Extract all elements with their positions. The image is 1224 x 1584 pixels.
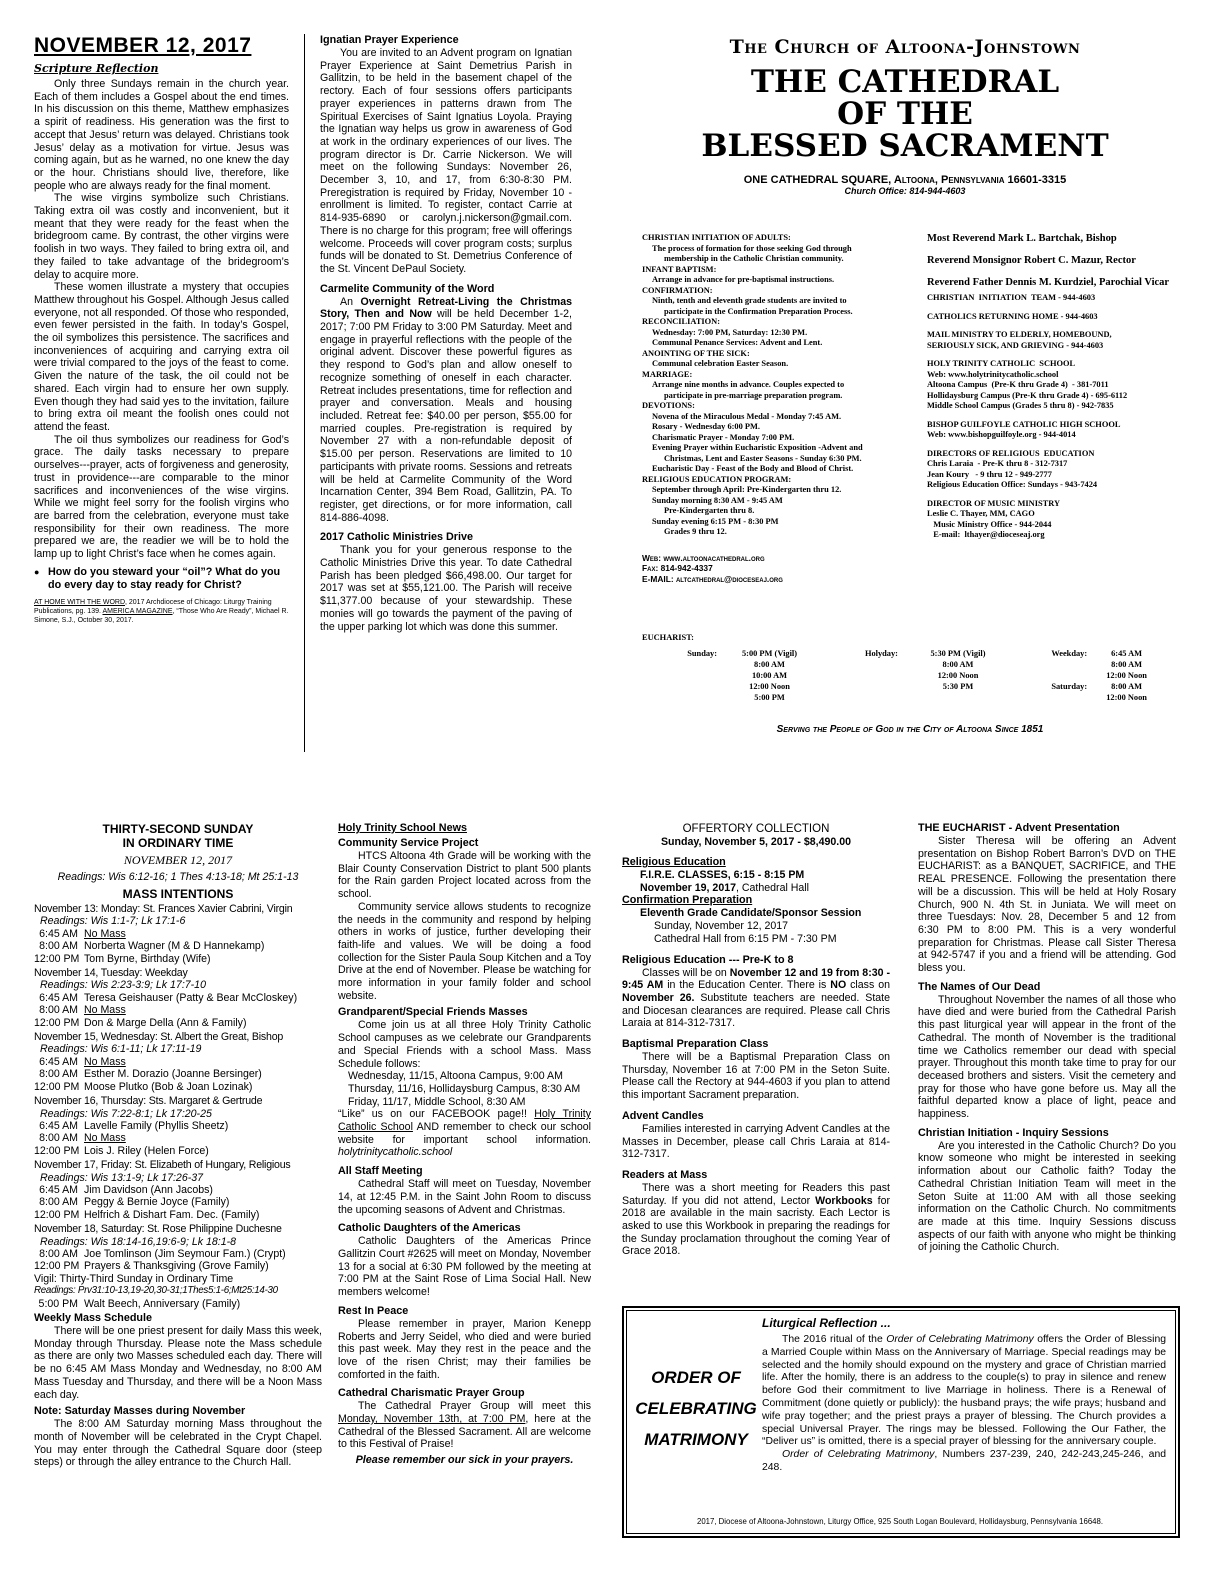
mass-day-readings: Readings: Wis 13:1-9; Lk 17:26-37 [40,1171,204,1184]
announcements-column-top [320,34,572,754]
offertory-column [622,822,890,1302]
ministries-drive-text: Thank you for your generous response to the Catholic Ministries Drive this year. To date Cathedral Parish has been pledged $66,498.00. Our target for 2017 was set at $55,121.00. The Parish will receive $11,377.00 because of your stewardship. These monies will go towards the payment of the paving of the upper parking lot which was done this summer. [320,544,572,633]
fire-classes: F.I.R.E. CLASSES, 6:15 - 8:15 PM November 19, 2017, Cathedral Hall [640,869,810,894]
eucharist-presentation-heading: THE EUCHARIST - Advent Presentation [918,822,1120,834]
liturgical-copyright: 2017, Diocese of Altoona-Johnstown, Liturgy Office, 925 South Logan Boulevard, Hollidaysburg, Pennsylvania 16648. [697,1517,1103,1526]
directory-entry: CATHOLICS RETURNING HOME - 944-4603 [927,311,1098,321]
sacrament-line: September through April: Pre-Kindergarten thru 12. [652,485,842,494]
mass-day: November 15, Wednesday: St. Albert the Great, Bishop [34,1031,284,1044]
catholic-daughters-text: Catholic Daughters of the Americas Prince Gallitzin Court #2625 will meet on Monday, November 13 for a social at 6:30 PM followed by the meeting at 7:00 PM at the Saint Rose of Lima Social Hall. New members welcome! [338,1235,591,1299]
reflection-citation [34,598,289,625]
mass-intentions-list [34,903,322,1273]
sacrament-line: RECONCILIATION: [642,317,721,326]
sick-prayer-line: Please remember our sick in your prayers. [355,1454,574,1467]
confirmation-heading: Confirmation Preparation [622,894,753,907]
eucharist-presentation-text: Sister Theresa will be offering an Advent presentation on Bishop Robert Barron’s DVD on THE EUCHARIST: as a BANQUET, SACRIFICE, and THE REAL PRESENCE. Following the presentation there will be a discussion. This will be held at Holy Rosary Church, 900 N. 4th St. in Juniata. We will meet on three Tuesdays: Nov. 28, December 5 and 12 from 6:30 PM to 8:00 PM. This is a very wonderful preparation for Christmas. Please call Sister Theresa at 942-5747 if you and a friend will be attending. God bless you. [918,835,1176,975]
mass-entry: 12:00 PM Tom Byrne, Birthday (Wife) [34,952,211,965]
clergy-rector: Reverend Monsignor Robert C. Mazur, Rector [927,255,1136,266]
advent-candles-text: Families interested in carrying Advent Candles at the Masses in December, please call Chris Laraia at 814-312-7317. [622,1122,890,1161]
weekly-schedule-heading: Weekly Mass Schedule [34,1312,153,1324]
offertory-heading: OFFERTORY COLLECTION [682,823,830,835]
prek-heading: Religious Education --- Pre-K to 8 [622,953,794,966]
bulletin-date-heading: NOVEMBER 12, 2017 [34,34,252,57]
sacrament-line: CHRISTIAN INITIATION OF ADULTS: [642,233,791,242]
saturday-note-text: The 8:00 AM Saturday morning Mass throughout the month of November will be celebrated in the Crypt Chapel. You may enter through the Cathedral Square door (steep steps) or through the alley entrance to the Church Hall. [34,1418,322,1469]
offertory-amount: Sunday, November 5, 2017 - $8,490.00 [660,836,851,848]
inquiry-text: Are you interested in the Catholic Church? Do you know someone who might be interested in seeking information about our Catholic faith? Today the Cathedral Christian Initiation Team will meet in the Seton Suite at 11:00 AM with all those seeking information on the Catholic Church. No commitments are made at this time. Inquiry Sessions discuss aspects of our faith with anyone who might be thinking of joining the Catholic Church. [918,1139,1176,1254]
readers-text: There was a short meeting for Readers this past Saturday. If you did not attend, Lector Workbooks for 2018 are available in the main sacristy. Each Lector is asked to use this Workbook in preparing the readings for the Sunday proclamation throughout the coming Year of Grace 2018. [622,1181,890,1258]
sacraments-list [642,233,927,538]
sacrament-line: participate in the Confirmation Preparation Process. [664,306,853,316]
retreat-title: Overnight Retreat-Living the Christmas Story, Then and Now [320,295,572,321]
grandparent-schedule: Wednesday, 11/15, Altoona Campus, 9:00 AM Thursday, 11/16, Hollidaysburg Campus, 8:30 AM Friday, 11/17, Middle School, 8:30 AM [348,1070,581,1108]
masthead [620,36,1190,216]
citation-text-1: , 2017 Archdiocese of Chicago: Liturgy Training Publications, pg. 139. [34,598,272,615]
school-website[interactable]: holytrinitycatholic.school [338,1146,453,1159]
reflection-paragraph: These women illustrate a mystery that occupies Matthew throughout his Gospel. Although Jesus called everyone, not all responded. Of those who responded, even fewer persisted in the faith. In today’s Gospel, the oil symbolizes this persistence. The sacrifices and inconveniences of acquiring and carrying extra oil were trivial compared to the joys of the feast to come. Given the nature of the task, the oil could not be shared. Each virgin had to ensure her own supply. Even though they had said yes to the invitation, failure to bring extra oil meant the foolish ones could not attend the feast. [34,281,289,433]
vigil-readings: Readings: Prv31:10-13,19-20,30-31;1Thes5:1-6;Mt25:14-30 [34,1285,278,1297]
liturgical-reflection-left: ORDER OF CELEBRATING MATRIMONY [635,1368,757,1449]
mass-day: November 18, Saturday: St. Rose Philippine Duchesne [34,1223,282,1236]
scripture-reflection-heading: Scripture Reflection [34,62,159,75]
mass-day-readings: Readings: Wis 2:23-3:9; Lk 17:7-10 [40,979,206,992]
directory-list [927,293,1195,541]
eucharist-label: EUCHARIST: [642,633,694,642]
sacrament-line: Communal celebration Easter Season. [652,359,789,368]
baptism-prep-heading: Baptismal Preparation Class [622,1038,769,1051]
scripture-reflection-column [34,34,289,754]
mass-day: November 16, Thursday: Sts. Margaret & Gertrude [34,1095,263,1108]
staff-meeting-text: Cathedral Staff will meet on Tuesday, November 14, at 12:45 P.M. in the Saint John Room to discuss the upcoming seasons of Advent and Christmas. [338,1178,591,1216]
mass-entry: 6:45 AM Lavelle Family (Phyllis Sheetz) [39,1119,229,1132]
eucharist-row: 10:00 AM 12:00 Noon 12:00 Noon [751,671,1147,680]
eucharist-schedule [642,632,1162,710]
mass-entry: 8:00 AM No Mass [39,1132,126,1145]
saturday-note-heading: Note: Saturday Masses during November [34,1405,246,1418]
mass-day: November 17, Friday: St. Elizabeth of Hungary, Religious [34,1159,291,1172]
sunday-title: THIRTY-SECOND SUNDAY IN ORDINARY TIME [102,822,254,850]
carmelite-heading: Carmelite Community of the Word [320,282,495,295]
eucharist-row: 12:00 Noon 5:30 PM Saturday: 8:00 AM [749,682,1143,691]
mass-entry: 6:45 AM Jim Davidson (Ann Jacobs) [39,1183,213,1196]
sunday-date: NOVEMBER 12, 2017 [123,853,233,867]
community-service-text: HTCS Altoona 4th Grade will be working with the Blair County Conservation District to plant 500 plants for the Rain garden Project located across from the school. [338,850,591,901]
directory-entry: DIRECTORS OF RELIGIOUS EDUCATION Chris Laraia - Pre-K thru 8 - 312-7317 Jean Koury - 9 thru 12 - 949-2777 Religious Education Office: Sundays - 943-7424 [927,448,1098,489]
facebook-link[interactable]: Holy Trinity Catholic School [338,1108,591,1134]
mass-entry: 12:00 PM Helfrich & Dishart Fam. Dec. (Family) [34,1208,260,1221]
readers-heading: Readers at Mass [622,1168,708,1181]
mass-entry: 12:00 PM Don & Marge Della (Ann & Family) [34,1016,247,1029]
citation-source-1: AT HOME WITH THE WORD [34,598,125,606]
eucharist-presentation-column [918,822,1176,1302]
carmelite-text: An Overnight Retreat-Living the Christmas Story, Then and Now will be held December 1-2, 2017; 7:00 PM Friday to 3:00 PM Saturday. Meet and engage in prayerful reflections with the people of the original advent. Discover these powerful figures as they respond to God’s plan and allow oneself to recognize something of oneself in each character. Retreat includes presentations, time for reflection and prayer and conversation. Meals and housing included. Retreat fee: $40.00 per person, $55.00 for married couples. Pre-registration is required by November 27 with a non-refundable deposit of $15.00 per person. Reservations are limited to 10 participants with private rooms. Sessions and retreats will be held at Carmelite Community of the Word Incarnation Center, 394 Bem Road, Gallitzin, PA. To register, get directions, or for more information, call 814-886-4098. [320,295,572,524]
eucharist-row: 5:00 PM 12:00 Noon [754,693,1147,702]
ministries-drive-heading: 2017 Catholic Ministries Drive [320,531,474,544]
liturgical-reflection-text: The 2016 ritual of the Order of Celebrating Matrimony offers the Order of Blessing a Married Couple within Mass on the Anniversary of Marriage. Special readings may be selected and the homily should expound on the mystery and grace of Christian married life. After the homily, there is an address to the couple(s) to pray in silence and renew before God their commitment to live Marriage in holiness. There is a Renewal of Commitment (done quietly or publicly): the husband prays; the wife prays; husband and wife pray together; and the priest prays a prayer of blessing. The Church provides a special Universal Prayer. The rings may be blessed. Following the Our Father, the “Deliver us” is omitted, there is a special prayer of blessing for the anniversary couple. [762,1334,1166,1448]
vigil-title: Vigil: Thirty-Third Sunday in Ordinary Time [34,1272,234,1285]
clergy-vicar: Reverend Father Dennis M. Kurdziel, Parochial Vicar [927,277,1170,288]
mass-intentions-column [34,822,322,1552]
website-line[interactable]: Web: www.altoonacathedral.org [642,552,765,563]
church-name: The Church of Altoona-Johnstown [729,36,1081,58]
sacrament-line: Christmas, Lent and Easter Seasons - Sunday 6:30 PM. [664,453,862,463]
mass-day-readings: Readings: Wis 6:1-11; Lk 17:11-19 [40,1043,202,1056]
cathedral-name: THE CATHEDRAL OF THE BLESSED SACRAMENT [701,64,1109,164]
church-address: ONE CATHEDRAL SQUARE, Altoona, Pennsylvania 16601-3315 [743,174,1067,186]
catholic-daughters-heading: Catholic Daughters of the Americas [338,1222,521,1235]
mass-entry: 6:45 AM No Mass [39,927,126,940]
sacrament-line: participate in pre-marriage preparation program. [664,390,843,400]
mass-entry: 6:45 AM No Mass [39,1055,126,1068]
reflection-paragraph: Only three Sundays remain in the church year. Each of them includes a Gospel about the end times. In his discussion on this theme, Matthew emphasizes a spirit of readiness. His generation was the first to accept that Jesus’ return was delayed. Christians took Jesus’ delay as a motivation for virtue. Jesus was coming again, but as he warned, no one knew the day or the hour. Christians should live, therefore, like people who are always ready for the final moment. [34,78,289,192]
sacrament-line: Rosary - Wednesday 6:00 PM. [652,422,761,431]
sacrament-line: Sunday morning 8:30 AM - 9:45 AM [652,495,783,505]
sacrament-line: RELIGIOUS EDUCATION PROGRAM: [642,474,792,484]
mass-day-readings: Readings: Wis 7:22-8:1; Lk 17:20-25 [40,1107,212,1120]
liturgical-reflection-citation: Order of Celebrating Matrimony, Numbers 237-239, 240, 242-243,245-246, and 248. [762,1449,1166,1473]
fax-line: Fax: 814-942-4337 [642,563,713,573]
email-line[interactable]: E-MAIL: altcathedral@dioceseaj.org [642,573,783,584]
eucharist-table [668,648,1162,703]
staff-meeting-heading: All Staff Meeting [338,1165,423,1178]
sacrament-line: Arrange in advance for pre-baptismal instructions. [652,275,835,284]
mass-day-readings: Readings: Wis 1:1-7; Lk 17:1-6 [40,915,186,928]
column-divider [304,34,305,752]
mass-entry: 6:45 AM Teresa Geishauser (Patty & Bear McCloskey) [39,991,298,1004]
sacrament-line: Arrange nine months in advance. Couples expected to [652,380,845,389]
mass-entry: 8:00 AM Peggy & Bernie Joyce (Family) [39,1196,230,1209]
sacrament-line: DEVOTIONS: [642,401,695,410]
mass-entry: 8:00 AM No Mass [39,1004,126,1017]
sacrament-line: Communal Penance Services: Advent and Lent. [652,338,823,347]
grandparent-heading: Grandparent/Special Friends Masses [338,1006,528,1019]
prayer-group-text: The Cathedral Prayer Group will meet this Monday, November 13th, at 7:00 PM, here at the Cathedral of the Blessed Sacrament. All are welcome to this Festival of Praise! [338,1400,591,1451]
school-news-column [338,822,591,1552]
advent-candles-heading: Advent Candles [622,1109,704,1122]
sacrament-line: ANOINTING OF THE SICK: [642,348,750,358]
directory-entry: BISHOP GUILFOYLE CATHOLIC HIGH SCHOOL Web: www.bishopguilfoyle.org - 944-4014 [927,419,1121,439]
clergy-bishop: Most Reverend Mark L. Bartchak, Bishop [927,233,1117,244]
sacrament-line: Sunday evening 6:15 PM - 8:30 PM [652,516,779,526]
liturgical-reflection-title: Liturgical Reflection ... [762,1316,891,1330]
sacrament-line: membership in the Catholic Christian community. [664,254,844,263]
church-office-phone: Church Office: 814-944-4603 [844,186,966,196]
sacrament-line: Charismatic Prayer - Monday 7:00 PM. [652,432,795,442]
sacrament-line: Eucharistic Day - Feast of the Body and Blood of Christ. [652,464,854,473]
directory-entry: CHRISTIAN INITIATION TEAM - 944-4603 [927,293,1096,302]
religious-ed-heading: Religious Education [622,856,726,868]
mass-entry: 12:00 PM Moose Plutko (Bob & Joan Lozinak) [34,1080,253,1093]
parish-directory [927,232,1195,632]
baptism-prep-text: There will be a Baptismal Preparation Class on Thursday, November 16 at 7:00 PM in the Seton Suite. Please call the Rectory at 944-4603 if you plan to attend this important Sacrament preparation. [622,1051,890,1102]
directory-entry: MAIL MINISTRY TO ELDERLY, HOMEBOUND, SERIOUSLY SICK, AND GRIEVING - 944-4603 [927,330,1112,350]
names-of-dead-text: Throughout November the names of all those who have died and were buried from the Cathedral Parish this past liturgical year will appear in the front of the Cathedral. The month of November is the traditional time we Catholics remember our dead with special prayer. Throughout this month take time to pray for our deceased brothers and sisters. Visit the cemetery and pray for those who have gone before us. May all the faithful departed know a place of light, peace and happiness. [918,993,1176,1121]
rest-in-peace-heading: Rest In Peace [338,1304,409,1317]
sunday-readings: Readings: Wis 6:12-16; 1 Thes 4:13-18; Mt 25:1-13 [57,871,299,883]
sacraments-info [642,233,927,593]
mass-entry: 8:00 AM Esther M. Dorazio (Joanne Bersinger) [39,1068,262,1081]
ignatian-text: You are invited to an Advent program on Ignatian Prayer Experience at Saint Demetrius Parish in Gallitzin, to be held in the basement chapel of the rectory. Each of four sessions offers participants prayer experiences in patterns drawn from The Spiritual Exercises of Saint Ignatius Loyola. Praying the Ignatian way helps us grow in awareness of God at work in the ordinary experiences of our lives. The program director is Dr. Carrie Nickerson. We will meet on the following Sundays: November 26, December 3, 10, and 17, from 6:30-8:30 PM. Preregistration is required by Friday, November 10 - enrollment is limited. To register, contact Carrie at 814-935-6890 or carolyn.j.nickerson@gmail.com. There is no charge for this program; free will offerings welcome. Proceeds will cover program costs; surplus funds will be donated to St. Demetrius Conference of the St. Vincent DePaul Society. [320,47,572,275]
names-of-dead-heading: The Names of Our Dead [918,980,1041,993]
school-news-heading: Holy Trinity School News [338,822,467,834]
directory-entry: DIRECTOR OF MUSIC MINISTRY Leslie C. Thayer, MM, CAGO Music Ministry Office - 944-2044 E-mail: lthayer@dioceseaj.org [927,498,1061,539]
citation-source-2: AMERICA MAGAZINE [102,607,173,615]
sacrament-line: Grades 9 thru 12. [664,527,727,536]
sacrament-line: INFANT BAPTISM: [642,264,717,274]
sacrament-line: Wednesday: 7:00 PM, Saturday: 12:30 PM. [652,327,808,337]
prayer-group-heading: Cathedral Charismatic Prayer Group [338,1387,525,1400]
mass-entry: 5:00 PM Walt Beech, Anniversary (Family) [38,1297,241,1310]
liturgical-reflection-content [762,1316,1166,1530]
serving-tagline: Serving the People of God in the City of Altoona Since 1851 [776,724,1044,735]
sacrament-line: The process of formation for those seeking God through [652,243,852,253]
sacrament-line: Ninth, tenth and eleventh grade students are invited to [652,296,847,305]
prek-text: Classes will be on November 12 and 19 from 8:30 - 9:45 AM in the Education Center. There is NO class on November 26. Substitute teachers are needed. State and Diocesan clearances are required. Please call Chris Laraia at 814-312-7317. [622,966,890,1030]
mass-entry: 12:00 PM Lois J. Riley (Helen Force) [34,1144,209,1157]
mass-intentions-heading: MASS INTENTIONS [122,887,234,901]
mass-day: November 13: Monday: St. Frances Xavier Cabrini, Virgin [34,903,293,915]
mass-entry: 12:00 PM Prayers & Thanksgiving (Grove Family) [34,1260,269,1273]
inquiry-heading: Christian Initiation - Inquiry Sessions [918,1126,1109,1139]
grandparent-text: Come join us at all three Holy Trinity Catholic School campuses as we celebrate our Grandparents and Special Friends with a school Mass. Mass Schedule follows: [338,1019,591,1070]
weekly-schedule-text: There will be one priest present for daily Mass this week, Monday through Thursday. Please note the Mass schedule as there are only two Masses scheduled each day. There will be no 6:45 AM Mass Monday and Wednesday, no 8:00 AM Mass Tuesday and Thursday, and there will be a Noon Mass each day. [34,1325,322,1401]
mass-day: November 14, Tuesday: Weekday [34,967,188,980]
reflection-paragraph: The oil thus symbolizes our readiness for God’s grace. The daily tasks necessary to prepare ourselves---prayer, acts of forgiveness and generosity, trust in providence---are comparable to the minor sacrifices and inconveniences of the wise virgins. While we might feel sorry for the foolish virgins who are barred from the celebration, everyone must take responsibility for their own readiness. The more prepared we are, the readier we will be to hold the lamp up to light Christ’s face when he comes again. [34,433,289,561]
sacrament-line: Pre-Kindergarten thru 8. [664,506,755,515]
reflection-question: ● How do you steward your “oil”? What do you do every day to stay ready for Christ? [34,566,289,592]
sacrament-line: Novena of the Miraculous Medal - Monday 7:45 AM. [652,411,842,421]
community-service-text: Community service allows students to recognize the needs in the community and respond by helping others in works of justice, further developing their faith-life and values. We will be doing a food collection for the Sister Paula Soup Kitchen and a Toy Drive at the end of November. Please be watching for more information in your family folder and school website. [338,900,591,1002]
sacrament-line: MARRIAGE: [642,369,693,379]
mass-day-readings: Readings: Wis 18:14-16,19:6-9; Lk 18:1-8 [40,1235,237,1248]
mass-entry: 8:00 AM Norberta Wagner (M & D Hannekamp) [39,940,265,953]
confirmation-info: Eleventh Grade Candidate/Sponsor Session Sunday, November 12, 2017 Cathedral Hall from 6:15 PM - 7:30 PM [640,907,862,945]
reflection-paragraph: The wise virgins symbolize such Christians. Taking extra oil was costly and inconvenient, but it meant that they were ready for the feast when the bridegroom came. By contrast, the other virgins were foolish in two ways. They failed to bring extra oil, and they failed to take advantage of the bridegroom’s delay to acquire more. [34,192,289,281]
facebook-text: “Like” us on our FACEBOOK page!! Holy Trinity Catholic School AND remember to check our school website for important school information. holytrinitycatholic.school [338,1108,591,1159]
sacrament-line: Evening Prayer within Eucharistic Exposition -Advent and [652,443,863,452]
vigil-block [34,1273,322,1310]
sacrament-line: CONFIRMATION: [642,285,713,295]
eucharist-row: Sunday: 5:00 PM (Vigil) Holyday: 5:30 PM (Vigil) Weekday: 6:45 AM [687,649,1143,658]
community-service-heading: Community Service Project [338,837,479,849]
citation-text-2: , “Those Who Are Ready”, Michael R. Simone, S.J., October 30, 2017. [34,607,289,624]
directory-entry: HOLY TRINITY CATHOLIC SCHOOL Web: www.holytrinitycatholic.school Altoona Campus (Pre-K thru Grade 4) - 381-7011 Hollidaysburg Campus (Pre-K thru Grade 4) - 695-6112 Middle School Campus (Grades 5 thru 8) - 942-7835 [927,359,1128,410]
eucharist-row: 8:00 AM 8:00 AM 8:00 AM [754,660,1143,669]
ignatian-heading: Ignatian Prayer Experience [320,34,459,46]
mass-entry: 8:00 AM Joe Tomlinson (Jim Seymour Fam.) (Crypt) [39,1247,286,1260]
rest-in-peace-text: Please remember in prayer, Marion Kenepp Roberts and Jerry Seidel, who died and were buried this past week. May they rest in the peace and the love of the risen Christ; may their families be comforted in the faith. [338,1317,591,1381]
